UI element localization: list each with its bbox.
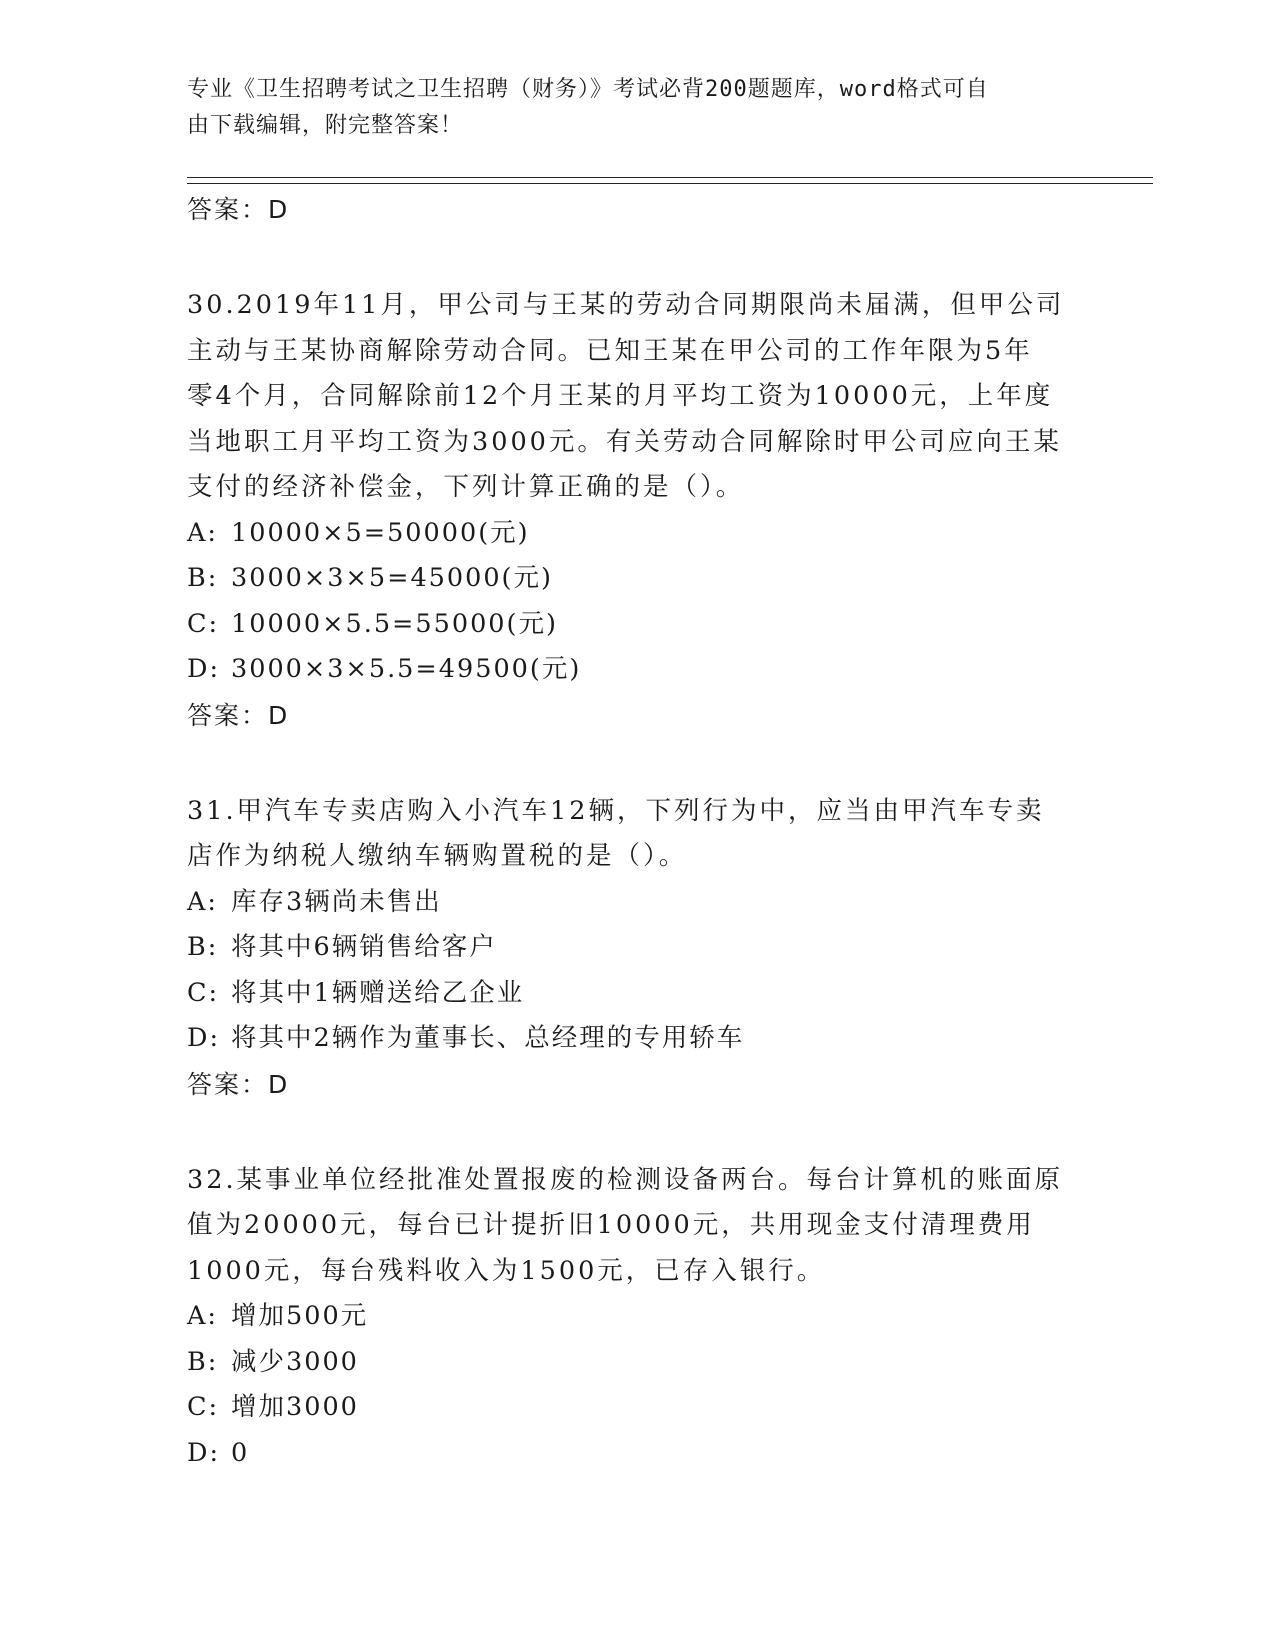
option-c xyxy=(187,971,1087,1017)
answer-line: 答案：D xyxy=(187,1069,290,1099)
option-b xyxy=(187,556,1087,602)
question-text xyxy=(187,789,1087,880)
option-a xyxy=(187,511,1087,557)
option-text: 减少3000 xyxy=(231,1346,359,1377)
option-letter: C: xyxy=(187,608,220,639)
header-line-2: 由下载编辑，附完整答案！ xyxy=(187,113,464,138)
option-text: 增加500元 xyxy=(231,1301,369,1331)
question-block xyxy=(187,789,1087,1108)
question-line: 当地职工月平均工资为3000元。有关劳动合同解除时甲公司应向王某 xyxy=(187,426,1062,457)
question-block xyxy=(187,1158,1087,1477)
option-text: 10000×5=50000(元) xyxy=(231,517,530,548)
question-line: 支付的经济补偿金，下列计算正确的是（）。 xyxy=(187,472,745,502)
option-letter: B: xyxy=(187,563,219,593)
question-line: 30.2019年11月，甲公司与王某的劳动合同期限尚未届满，但甲公司 xyxy=(187,290,1065,320)
option-d xyxy=(187,1016,1087,1062)
option-text: 库存3辆尚未售出 xyxy=(231,886,442,917)
option-a xyxy=(187,1294,1087,1340)
header-divider-bottom xyxy=(187,183,1153,184)
header-divider-top xyxy=(187,177,1153,178)
option-text: 3000×3×5=45000(元) xyxy=(231,563,553,593)
option-text: 3000×3×5.5=49500(元) xyxy=(231,654,582,684)
option-text: 0 xyxy=(231,1437,250,1468)
option-b xyxy=(187,1340,1087,1386)
question-line: 值为20000元，每台已计提折旧10000元，共用现金支付清理费用 xyxy=(187,1210,1035,1240)
question-block xyxy=(187,283,1087,739)
question-line: 32.某事业单位经批准处置报废的检测设备两台。每台计算机的账面原 xyxy=(187,1164,1064,1195)
option-letter: B: xyxy=(187,1346,219,1377)
option-letter: C: xyxy=(187,977,220,1008)
option-b xyxy=(187,925,1087,971)
option-letter: A: xyxy=(187,517,219,548)
option-text: 将其中6辆销售给客户 xyxy=(231,932,497,962)
option-letter: D: xyxy=(187,1437,221,1468)
question-line: 零4个月，合同解除前12个月王某的月平均工资为10000元，上年度 xyxy=(187,381,1054,411)
option-text: 增加3000 xyxy=(231,1392,359,1422)
option-text: 将其中1辆赠送给乙企业 xyxy=(231,977,525,1008)
document-header xyxy=(187,72,1067,144)
option-letter: A: xyxy=(187,1301,219,1331)
option-letter: A: xyxy=(187,886,219,917)
question-line: 主动与王某协商解除劳动合同。已知王某在甲公司的工作年限为5年 xyxy=(187,335,1033,366)
option-d xyxy=(187,1431,1087,1477)
answer-line: 答案：D xyxy=(187,195,290,224)
option-letter: C: xyxy=(187,1392,220,1422)
option-letter: D: xyxy=(187,1023,221,1053)
question-line: 31.甲汽车专卖店购入小汽车12辆，下列行为中，应当由甲汽车专卖 xyxy=(187,795,1045,826)
question-text xyxy=(187,283,1087,511)
question-line: 店作为纳税人缴纳车辆购置税的是（）。 xyxy=(187,841,688,871)
question-line: 1000元，每台残料收入为1500元，已存入银行。 xyxy=(187,1255,826,1286)
option-c xyxy=(187,1385,1087,1431)
option-text: 10000×5.5=55000(元) xyxy=(231,608,558,639)
option-d xyxy=(187,647,1087,693)
question-text xyxy=(187,1158,1087,1295)
answer-line: 答案：D xyxy=(187,700,290,730)
option-c xyxy=(187,602,1087,648)
option-a xyxy=(187,880,1087,926)
header-line-1: 专业《卫生招聘考试之卫生招聘（财务）》考试必背200题题库，word格式可自 xyxy=(187,77,989,102)
document-body xyxy=(187,187,1087,1476)
option-letter: D: xyxy=(187,654,221,684)
option-text: 将其中2辆作为董事长、总经理的专用轿车 xyxy=(231,1023,745,1053)
option-letter: B: xyxy=(187,932,219,962)
